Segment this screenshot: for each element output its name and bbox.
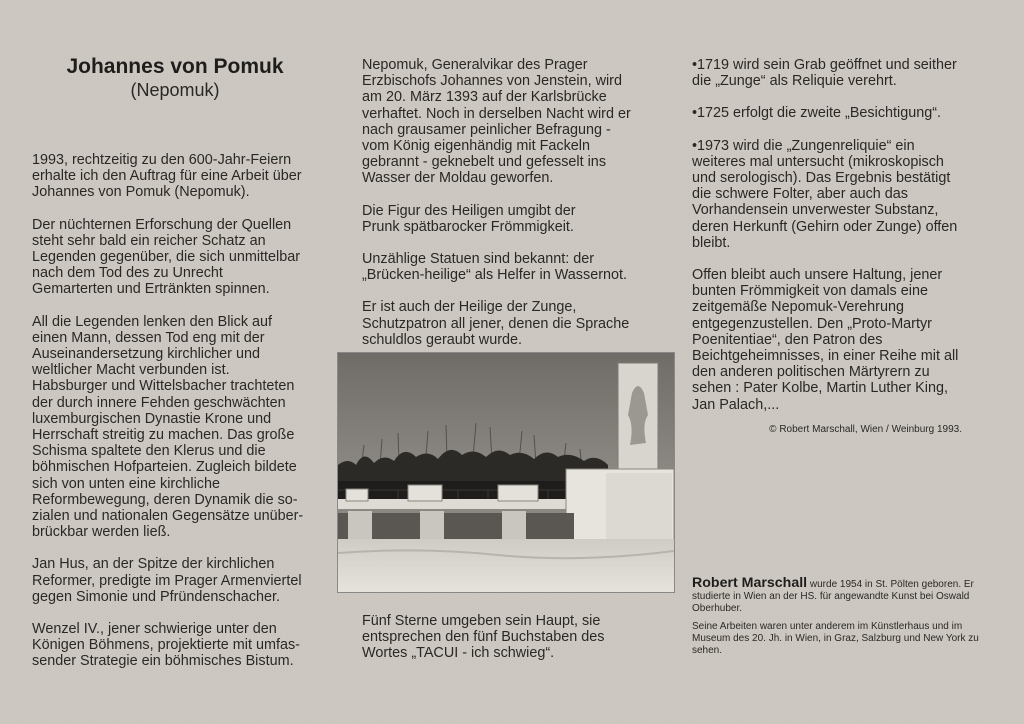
photo-caption-paragraph: Fünf Sterne umgeben sein Haupt, sie entsprechen den fünf Buchstaben des Wortes „TACUI - ich schwieg“. (362, 613, 605, 662)
title-block (32, 55, 318, 101)
paragraph: Jan Hus, an der Spitze der kirchlichen Reformer, predigte im Prager Armenviertel gegen Simonie und Pfründenschacher. (32, 556, 302, 605)
column-left (32, 152, 332, 686)
paragraph: •1725 erfolgt die zweite „Besichtigung“. (692, 105, 942, 122)
column-right (692, 57, 992, 429)
paragraph: •1973 wird die „Zungenreliquie“ ein weiteres mal untersucht (mikroskopisch und serologisch). Das Ergebnis bestätigt die schwere Folter, aber auch das Vorhandensein unverwester Substanz, deren Herkunft (Gehirn oder Zunge) offen bleibt. (692, 137, 958, 251)
paragraph: Unzählige Statuen sind bekannt: der „Brücken-heilige“ als Helfer in Wassernot. (362, 251, 627, 284)
bio-exhibitions: Seine Arbeiten waren unter anderem im Künstlerhaus und im Museum des 20. Jh. in Wien, in Graz, Salzburg und New York zu sehen. (692, 620, 979, 657)
paragraph: Offen bleibt auch unsere Haltung, jener bunten Frömmigkeit von damals eine zeitgemäße Nepomuk-Verehrung entgegenzustellen. Den „Proto-Martyr Poenitentiae“, den Patron des Beichtgeheimnisses, in einer Reihe mit all den anderen politischen Märtyrern zu sehen : Pater Kolbe, Martin Luther King, Jan Palach,... (692, 267, 959, 413)
paragraph: 1993, rechtzeitig zu den 600-Jahr-Feiern erhalte ich den Auftrag für eine Arbeit über Johannes von Pomuk (Nepomuk). (32, 152, 302, 201)
paragraph: Wenzel IV., jener schwierige unter den Königen Böhmens, projektierte mit umfas- sender Strategie ein böhmisches Bistum. (32, 621, 300, 670)
bio-text: wurde 1954 in St. Pölten geboren. Er studierte in Wien an der HS. für angewandte Kunst bei Oswald Oberhuber. (692, 579, 974, 615)
page-subtitle: (Nepomuk) (130, 80, 220, 100)
paragraph: Die Figur des Heiligen umgibt der Prunk spätbarocker Frömmigkeit. (362, 202, 576, 235)
page-title: Johannes von Pomuk (66, 55, 284, 78)
paragraph: All die Legenden lenken den Blick auf einen Mann, dessen Tod eng mit der Auseinandersetzung kirchlicher und weltlicher Macht verbunden ist. Habsburger und Wittelsbacher trachteten der durch innere Fehden geschwächten luxemburgischen Dynastie Krone und Herrschaft streitig zu machen. Das große Schisma spaltete den Klerus und die böhmischen Hofparteien. Zugleich bildete sich von unten eine kirchliche Reformbewegung, deren Dynamik die so- zialen und nationalen Gegensätze unüber- brückbar werden ließ. (32, 313, 304, 541)
artist-name: Robert Marschall (692, 575, 808, 591)
copyright-note: © Robert Marschall, Wien / Weinburg 1993. (769, 424, 962, 435)
paragraph: Der nüchternen Erforschung der Quellen steht sehr bald ein reicher Schatz an Legenden gegenüber, die sich unmittelbar nach dem Tod des zu Unrecht Gemarterten und Ertränkten spinnen. (32, 216, 301, 298)
bridge-photo (337, 352, 675, 593)
artist-bio (692, 577, 982, 662)
column-middle (362, 57, 674, 364)
paragraph: Er ist auch der Heilige der Zunge, Schutzpatron all jener, denen die Sprache schuldlos geraubt wurde. (362, 299, 630, 348)
paragraph: •1719 wird sein Grab geöffnet und seither die „Zunge“ als Reliquie verehrt. (692, 57, 957, 90)
paragraph: Nepomuk, Generalvikar des Prager Erzbischofs Johannes von Jenstein, wird am 20. März 1393 auf der Karlsbrücke verhaftet. Noch in derselben Nacht wird er nach grausamer peinlicher Befragung - vom König eigenhändig mit Fackeln gebrannt - geknebelt und gefesselt ins Wasser der Moldau geworfen. (362, 57, 631, 187)
